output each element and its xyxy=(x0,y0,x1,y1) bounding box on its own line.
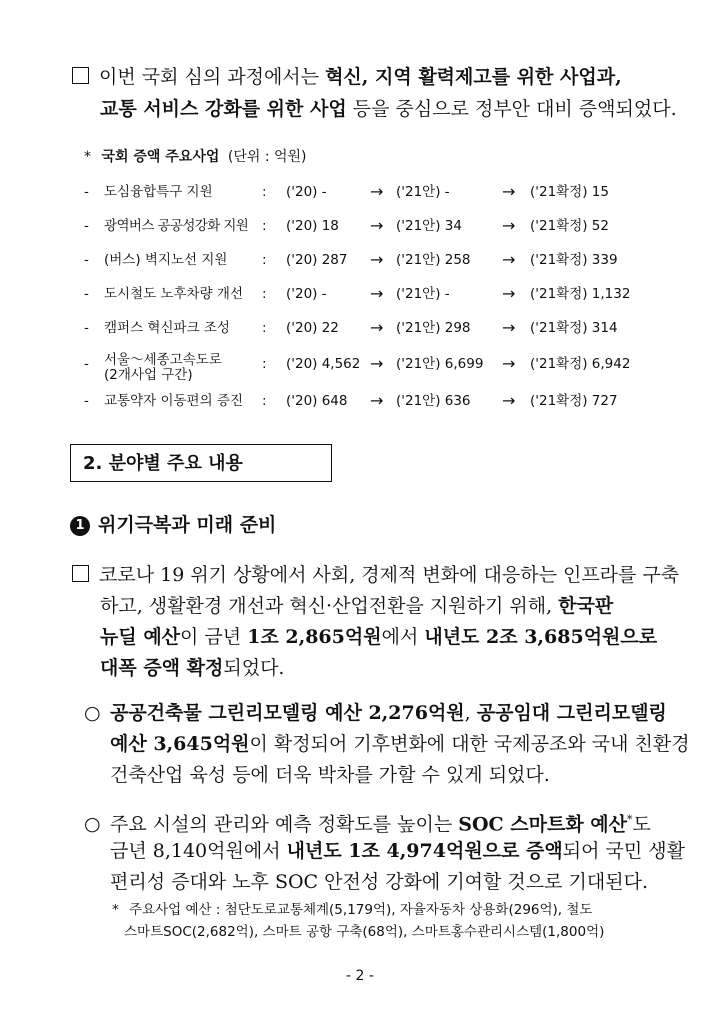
arrow-right-icon: → xyxy=(502,250,516,269)
row-colon: : xyxy=(262,286,267,302)
row-value-2021-proposal: ('21안) 6,699 xyxy=(396,356,484,372)
paragraph-emphasis: 예산 3,645억원 xyxy=(110,733,250,755)
square-bullet-icon xyxy=(72,565,89,582)
row-value-2021-confirmed: ('21확정) 314 xyxy=(530,320,618,336)
section-title: 2. 분야별 주요 내용 xyxy=(83,453,243,474)
row-name: 광역버스 공공성강화 지원 xyxy=(104,218,249,234)
row-value-2021-confirmed: ('21확정) 727 xyxy=(530,393,618,409)
row-value-2021-proposal: ('21안) - xyxy=(396,184,450,200)
arrow-right-icon: → xyxy=(502,284,516,303)
row-name-line1: 서울～세종고속도로 xyxy=(104,352,222,368)
footnote-text: 주요사업 예산 : 첨단도로교통체계(5,179억), 자율자동차 상용화(296억), 철도 xyxy=(129,902,593,918)
row-dash: - xyxy=(84,356,89,372)
row-colon: : xyxy=(262,252,267,268)
arrow-right-icon: → xyxy=(370,354,384,373)
arrow-right-icon: → xyxy=(370,250,384,269)
row-value-2020: ('20) - xyxy=(286,286,327,302)
circle-bullet-icon: ○ xyxy=(84,702,101,724)
intro-text: 등을 중심으로 정부안 대비 증액되었다. xyxy=(346,98,677,120)
arrow-right-icon: → xyxy=(502,391,516,410)
arrow-right-icon: → xyxy=(502,318,516,337)
paragraph-text: , xyxy=(464,702,477,724)
row-dash: - xyxy=(84,320,89,336)
paragraph-emphasis: 한국판 xyxy=(558,595,614,617)
section-title-box xyxy=(70,444,332,482)
intro-emphasis: 혁신, 지역 활력제고를 위한 사업과, xyxy=(325,66,622,88)
paragraph-text: 이 금년 xyxy=(180,626,248,648)
footnote xyxy=(112,899,592,921)
row-value-2021-confirmed: ('21확정) 52 xyxy=(530,218,609,234)
paragraph-text: 금년 8,140억원에서 xyxy=(110,840,287,862)
sub-bullet-line xyxy=(110,729,690,759)
row-value-2020: ('20) 4,562 xyxy=(286,356,361,372)
row-dash: - xyxy=(84,252,89,268)
row-name: 도시철도 노후차량 개선 xyxy=(104,286,243,302)
arrow-right-icon: → xyxy=(502,354,516,373)
row-value-2020: ('20) 22 xyxy=(286,320,339,336)
row-name-line2: (2개사업 구간) xyxy=(104,367,193,383)
row-value-2021-proposal: ('21안) 258 xyxy=(396,252,471,268)
row-dash: - xyxy=(84,218,89,234)
row-name: (버스) 벽지노선 지원 xyxy=(104,252,228,268)
row-colon: : xyxy=(262,393,267,409)
sub-bullet-line xyxy=(110,836,685,866)
paragraph-text: 이 확정되어 기후변화에 대한 국제공조와 국내 친환경 xyxy=(249,733,690,755)
paragraph-text: 되어 국민 생활 xyxy=(562,840,685,862)
row-name: 캠퍼스 혁신파크 조성 xyxy=(104,320,230,336)
paragraph-emphasis: 내년도 2조 3,685억원으로 xyxy=(424,626,658,648)
paragraph-emphasis: 공공임대 그린리모델링 xyxy=(476,702,667,724)
arrow-right-icon: → xyxy=(370,318,384,337)
table-unit-text: (단위 : 억원) xyxy=(227,149,307,165)
asterisk-mark: * xyxy=(112,902,119,918)
footnote-marker: * xyxy=(627,813,633,826)
arrow-right-icon: → xyxy=(370,284,384,303)
row-value-2020: ('20) 18 xyxy=(286,218,339,234)
row-colon: : xyxy=(262,184,267,200)
row-name: 도심융합특구 지원 xyxy=(104,184,213,200)
paragraph-emphasis: 공공건축물 그린리모델링 예산 2,276억원 xyxy=(110,702,465,724)
arrow-right-icon: → xyxy=(370,391,384,410)
footnote-text: 스마트SOC(2,682억), 스마트 공항 구축(68억), 스마트홍수관리시스템(1,800억) xyxy=(124,924,605,940)
intro-paragraph xyxy=(72,62,622,92)
subsection-title: 위기극복과 미래 준비 xyxy=(98,514,277,536)
circled-number-icon: 1 xyxy=(70,516,90,536)
arrow-right-icon: → xyxy=(502,216,516,235)
intro-paragraph-line2 xyxy=(100,94,677,124)
sub-bullet-line xyxy=(110,867,648,897)
row-name xyxy=(104,353,222,383)
sub-bullet-line xyxy=(84,698,667,728)
row-dash: - xyxy=(84,184,89,200)
row-value-2021-confirmed: ('21확정) 6,942 xyxy=(530,356,631,372)
page-number: - 2 - xyxy=(346,968,374,984)
row-value-2021-proposal: ('21안) 636 xyxy=(396,393,471,409)
circle-bullet-icon: ○ xyxy=(84,813,101,836)
paragraph-emphasis: 1조 2,865억원 xyxy=(247,626,382,648)
paragraph-emphasis: SOC 스마트화 예산 xyxy=(458,813,628,836)
row-value-2021-confirmed: ('21확정) 1,132 xyxy=(530,286,631,302)
row-value-2021-confirmed: ('21확정) 339 xyxy=(530,252,618,268)
asterisk-mark: * xyxy=(84,149,91,165)
row-dash: - xyxy=(84,286,89,302)
arrow-right-icon: → xyxy=(370,216,384,235)
row-value-2020: ('20) 648 xyxy=(286,393,348,409)
arrow-right-icon: → xyxy=(370,182,384,201)
row-dash: - xyxy=(84,393,89,409)
paragraph-text: 건축산업 육성 등에 더욱 박차를 가할 수 있게 되었다. xyxy=(110,764,550,786)
paragraph-text: 코로나 19 위기 상황에서 사회, 경제적 변화에 대응하는 인프라를 구축 xyxy=(99,564,680,586)
sub-bullet-line xyxy=(84,805,651,839)
paragraph-line xyxy=(100,622,657,652)
row-value-2020: ('20) - xyxy=(286,184,327,200)
intro-emphasis: 교통 서비스 강화를 위한 사업 xyxy=(100,98,347,120)
row-colon: : xyxy=(262,356,267,372)
sub-bullet-line xyxy=(110,760,550,790)
row-colon: : xyxy=(262,320,267,336)
paragraph-text: 도 xyxy=(632,813,651,836)
row-name: 교통약자 이동편의 증진 xyxy=(104,393,243,409)
intro-text: 이번 국회 심의 과정에서는 xyxy=(99,66,326,88)
paragraph-line xyxy=(100,591,613,621)
paragraph-line xyxy=(100,653,284,683)
increase-table-title xyxy=(84,146,307,166)
paragraph-text: 편리성 증대와 노후 SOC 안전성 강화에 기여할 것으로 기대된다. xyxy=(110,871,648,893)
paragraph-line xyxy=(72,560,679,590)
paragraph-text: 하고, 생활환경 개선과 혁신·산업전환을 지원하기 위해, xyxy=(100,595,559,617)
row-value-2021-proposal: ('21안) 34 xyxy=(396,218,462,234)
row-value-2020: ('20) 287 xyxy=(286,252,348,268)
row-value-2021-proposal: ('21안) 298 xyxy=(396,320,471,336)
table-title-text: 국회 증액 주요사업 xyxy=(101,149,220,165)
paragraph-text: 에서 xyxy=(381,626,425,648)
footnote-line2 xyxy=(124,921,604,943)
paragraph-emphasis: 내년도 1조 4,974억원으로 증액 xyxy=(286,840,563,862)
paragraph-emphasis: 뉴딜 예산 xyxy=(100,626,181,648)
square-bullet-icon xyxy=(72,67,89,84)
paragraph-text: 되었다. xyxy=(223,657,285,679)
row-value-2021-proposal: ('21안) - xyxy=(396,286,450,302)
paragraph-text: 주요 시설의 관리와 예측 정확도를 높이는 xyxy=(110,813,459,836)
paragraph-emphasis: 대폭 증액 확정 xyxy=(100,657,224,679)
subsection-heading xyxy=(70,510,276,537)
row-value-2021-confirmed: ('21확정) 15 xyxy=(530,184,609,200)
row-colon: : xyxy=(262,218,267,234)
arrow-right-icon: → xyxy=(502,182,516,201)
